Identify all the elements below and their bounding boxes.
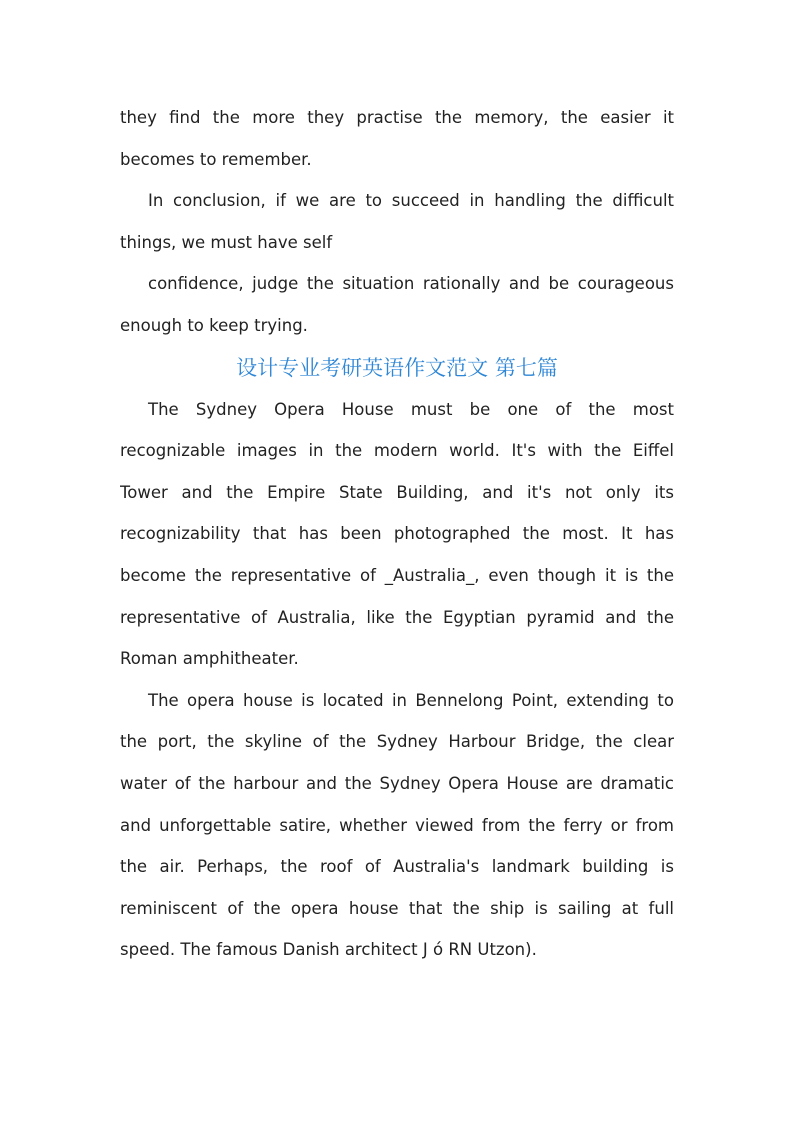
text-line: things, we must have self <box>120 232 333 252</box>
text-line: speed. The famous Danish architect J ó RN Utzon). <box>120 940 537 960</box>
text-line: and unforgettable satire, whether viewed from the ferry or from <box>120 815 674 835</box>
section-heading: 设计专业考研英语作文范文 第七篇 <box>236 355 558 380</box>
paragraph-memory <box>120 97 674 180</box>
text-line: In conclusion, if we are to succeed in handling the difficult <box>148 191 674 211</box>
text-line: The Sydney Opera House must be one of the most <box>148 399 674 419</box>
text-line: becomes to remember. <box>120 149 312 169</box>
text-line: water of the harbour and the Sydney Opera House are dramatic <box>120 773 674 793</box>
document-page <box>120 97 674 971</box>
text-line: the port, the skyline of the Sydney Harbour Bridge, the clear <box>120 732 674 752</box>
text-line: Tower and the Empire State Building, and it's not only its <box>120 482 674 502</box>
text-line: recognizability that has been photographed the most. It has <box>120 524 674 544</box>
text-line: The opera house is located in Bennelong Point, extending to <box>148 690 674 710</box>
text-line: the air. Perhaps, the roof of Australia's landmark building is <box>120 857 674 877</box>
paragraph-confidence <box>120 263 674 346</box>
text-line: enough to keep trying. <box>120 315 308 335</box>
paragraph-opera-house-location <box>120 680 674 971</box>
text-line: reminiscent of the opera house that the ship is sailing at full <box>120 898 674 918</box>
paragraph-sydney-opera-house <box>120 389 674 680</box>
text-line: recognizable images in the modern world. It's with the Eiffel <box>120 441 674 461</box>
text-line: representative of Australia, like the Egyptian pyramid and the <box>120 607 674 627</box>
text-line: they find the more they practise the memory, the easier it <box>120 108 674 127</box>
text-line: Roman amphitheater. <box>120 649 299 669</box>
paragraph-conclusion <box>120 180 674 263</box>
text-line: confidence, judge the situation rationally and be courageous <box>148 274 674 294</box>
text-line: become the representative of _Australia_, even though it is the <box>120 565 674 585</box>
